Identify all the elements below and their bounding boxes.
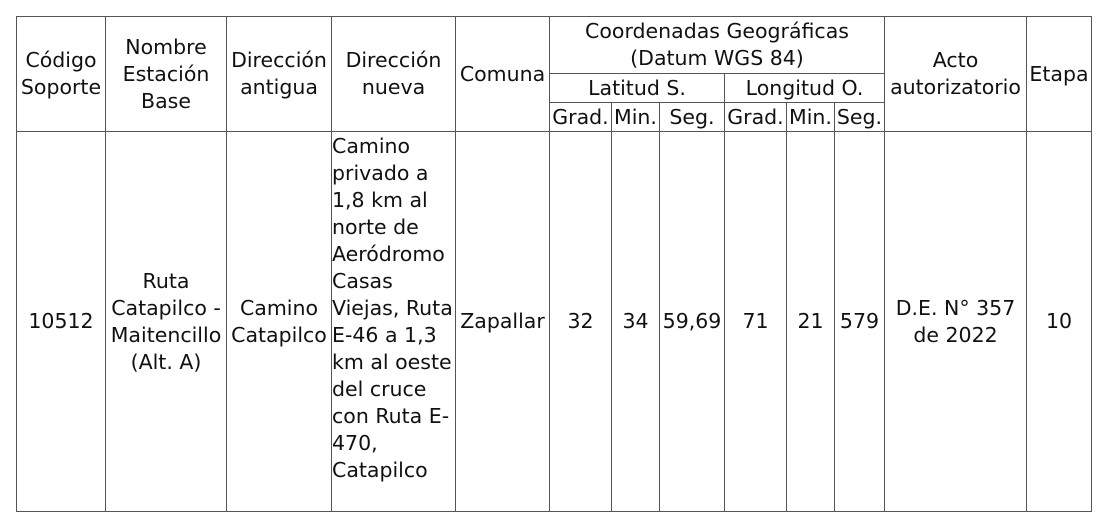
cell-lat-min: 34 bbox=[612, 132, 660, 512]
header-codigo: Código Soporte bbox=[17, 17, 106, 132]
header-lon-grad: Grad. bbox=[725, 103, 787, 132]
header-lat-seg: Seg. bbox=[660, 103, 725, 132]
header-longitud: Longitud O. bbox=[725, 74, 885, 103]
cell-lon-grad: 71 bbox=[725, 132, 787, 512]
cell-dir-nueva: Camino privado a 1,8 km al norte de Aeródromo Casas Viejas, Ruta E-46 a 1,3 km al oeste del cruce con Ruta E-470, Catapilco bbox=[332, 132, 456, 512]
cell-lat-seg: 59,69 bbox=[660, 132, 725, 512]
header-nombre: Nombre Estación Base bbox=[106, 17, 227, 132]
cell-codigo: 10512 bbox=[17, 132, 106, 512]
header-dir-antigua: Dirección antigua bbox=[227, 17, 332, 132]
header-latitud: Latitud S. bbox=[550, 74, 725, 103]
cell-nombre: Ruta Catapilco - Maitencillo (Alt. A) bbox=[106, 132, 227, 512]
header-lon-seg: Seg. bbox=[835, 103, 885, 132]
header-etapa: Etapa bbox=[1027, 17, 1092, 132]
header-lat-min: Min. bbox=[612, 103, 660, 132]
cell-lon-seg: 579 bbox=[835, 132, 885, 512]
header-lat-grad: Grad. bbox=[550, 103, 612, 132]
header-acto: Acto autorizatorio bbox=[885, 17, 1027, 132]
header-dir-nueva: Dirección nueva bbox=[332, 17, 456, 132]
header-lon-min: Min. bbox=[787, 103, 835, 132]
header-comuna: Comuna bbox=[456, 17, 550, 132]
table-row bbox=[17, 132, 1092, 512]
cell-dir-antigua: Camino Catapilco bbox=[227, 132, 332, 512]
cell-comuna: Zapallar bbox=[456, 132, 550, 512]
cell-acto: D.E. N° 357 de 2022 bbox=[885, 132, 1027, 512]
cell-etapa: 10 bbox=[1027, 132, 1092, 512]
cell-lon-min: 21 bbox=[787, 132, 835, 512]
cell-lat-grad: 32 bbox=[550, 132, 612, 512]
estaciones-table bbox=[16, 16, 1092, 512]
header-coordenadas: Coordenadas Geográficas (Datum WGS 84) bbox=[550, 17, 885, 74]
